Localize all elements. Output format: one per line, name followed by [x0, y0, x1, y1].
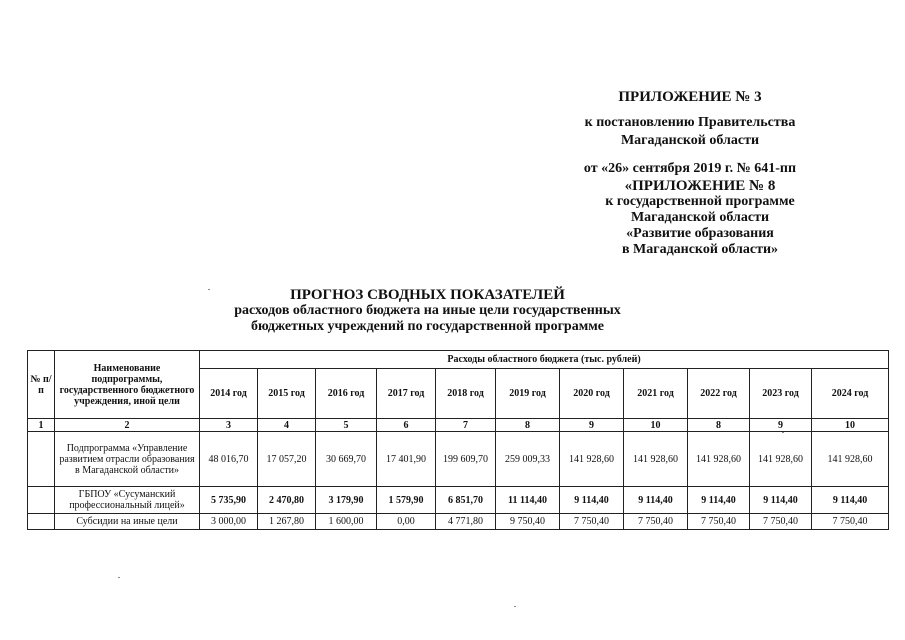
row-value: 1 579,90 [377, 487, 436, 514]
header-year: 2020 год [560, 369, 624, 419]
row-value: 0,00 [377, 514, 436, 530]
appendix-8-line-3: «Развитие образования [626, 226, 774, 241]
appendix-3-date: от «26» сентября 2019 г. № 641-пп [583, 161, 797, 176]
row-value: 199 609,70 [436, 432, 496, 487]
column-number: 2 [55, 419, 200, 432]
row-value: 9 750,40 [496, 514, 560, 530]
scan-speck [514, 606, 516, 607]
row-num [28, 432, 55, 487]
header-year: 2019 год [496, 369, 560, 419]
row-value: 17 401,90 [377, 432, 436, 487]
column-number: 9 [560, 419, 624, 432]
appendix-3-title: ПРИЛОЖЕНИЕ № 3 [618, 89, 762, 105]
table-row-subprogram [28, 432, 889, 487]
scan-speck [782, 432, 784, 433]
header-name: Наименование подпрограммы, государственного бюджетного учреждения, иной цели [55, 351, 200, 419]
heading-line-2: бюджетных учреждений по государственной программе [250, 319, 604, 334]
heading-title: ПРОГНОЗ СВОДНЫХ ПОКАЗАТЕЛЕЙ [290, 287, 565, 303]
appendix-8-line-1: к государственной программе [605, 194, 795, 209]
column-number: 8 [688, 419, 750, 432]
row-value: 3 179,90 [316, 487, 377, 514]
header-year: 2017 год [377, 369, 436, 419]
header-year: 2024 год [812, 369, 889, 419]
column-number-row [28, 419, 889, 432]
appendix-3-line-2: Магаданской области [620, 133, 760, 148]
column-number: 8 [496, 419, 560, 432]
row-num [28, 487, 55, 514]
row-value: 141 928,60 [688, 432, 750, 487]
table-row-subsidy [28, 514, 889, 530]
row-value: 6 851,70 [436, 487, 496, 514]
table-row-institution [28, 487, 889, 514]
appendix-8-title: «ПРИЛОЖЕНИЕ № 8 [624, 178, 776, 194]
scan-speck [118, 577, 120, 578]
row-value: 1 267,80 [258, 514, 316, 530]
column-number: 5 [316, 419, 377, 432]
header-year: 2023 год [750, 369, 812, 419]
table-header-row-1 [28, 351, 889, 369]
row-value: 141 928,60 [750, 432, 812, 487]
row-value: 9 114,40 [624, 487, 688, 514]
header-year: 2021 год [624, 369, 688, 419]
row-value: 7 750,40 [560, 514, 624, 530]
header-year: 2016 год [316, 369, 377, 419]
row-num [28, 514, 55, 530]
appendix-8-line-4: в Магаданской области» [621, 242, 779, 257]
row-value: 48 016,70 [200, 432, 258, 487]
column-number: 6 [377, 419, 436, 432]
row-value: 11 114,40 [496, 487, 560, 514]
row-value: 7 750,40 [624, 514, 688, 530]
header-expenses-group: Расходы областного бюджета (тыс. рублей) [200, 351, 889, 369]
row-value: 7 750,40 [750, 514, 812, 530]
forecast-table [27, 350, 889, 530]
row-value: 5 735,90 [200, 487, 258, 514]
row-value: 9 114,40 [560, 487, 624, 514]
row-value: 3 000,00 [200, 514, 258, 530]
row-value: 9 114,40 [750, 487, 812, 514]
row-name: Подпрограмма «Управление развитием отрасли образования в Магаданской области» [55, 432, 200, 487]
row-value: 17 057,20 [258, 432, 316, 487]
appendix-3-block [560, 88, 820, 178]
row-value: 7 750,40 [812, 514, 889, 530]
header-year: 2018 год [436, 369, 496, 419]
appendix-8-line-2: Магаданской области [630, 210, 770, 225]
row-value: 7 750,40 [688, 514, 750, 530]
header-year: 2015 год [258, 369, 316, 419]
scan-speck [208, 289, 210, 290]
column-number: 4 [258, 419, 316, 432]
row-name: ГБПОУ «Сусуманский профессиональный лицей» [55, 487, 200, 514]
column-number: 10 [624, 419, 688, 432]
row-value: 30 669,70 [316, 432, 377, 487]
row-value: 2 470,80 [258, 487, 316, 514]
column-number: 1 [28, 419, 55, 432]
column-number: 10 [812, 419, 889, 432]
row-value: 141 928,60 [624, 432, 688, 487]
header-num: № п/п [28, 351, 55, 419]
row-value: 1 600,00 [316, 514, 377, 530]
row-value: 141 928,60 [812, 432, 889, 487]
row-value: 259 009,33 [496, 432, 560, 487]
appendix-3-line-1: к постановлению Правительства [584, 115, 796, 130]
document-heading [200, 287, 655, 335]
row-value: 9 114,40 [812, 487, 889, 514]
row-value: 141 928,60 [560, 432, 624, 487]
appendix-8-block [580, 178, 820, 258]
column-number: 3 [200, 419, 258, 432]
header-year: 2014 год [200, 369, 258, 419]
row-value: 4 771,80 [436, 514, 496, 530]
header-year: 2022 год [688, 369, 750, 419]
column-number: 7 [436, 419, 496, 432]
heading-line-1: расходов областного бюджета на иные цели государственных [234, 303, 621, 318]
row-name: Субсидии на иные цели [55, 514, 200, 530]
column-number: 9 [750, 419, 812, 432]
row-value: 9 114,40 [688, 487, 750, 514]
